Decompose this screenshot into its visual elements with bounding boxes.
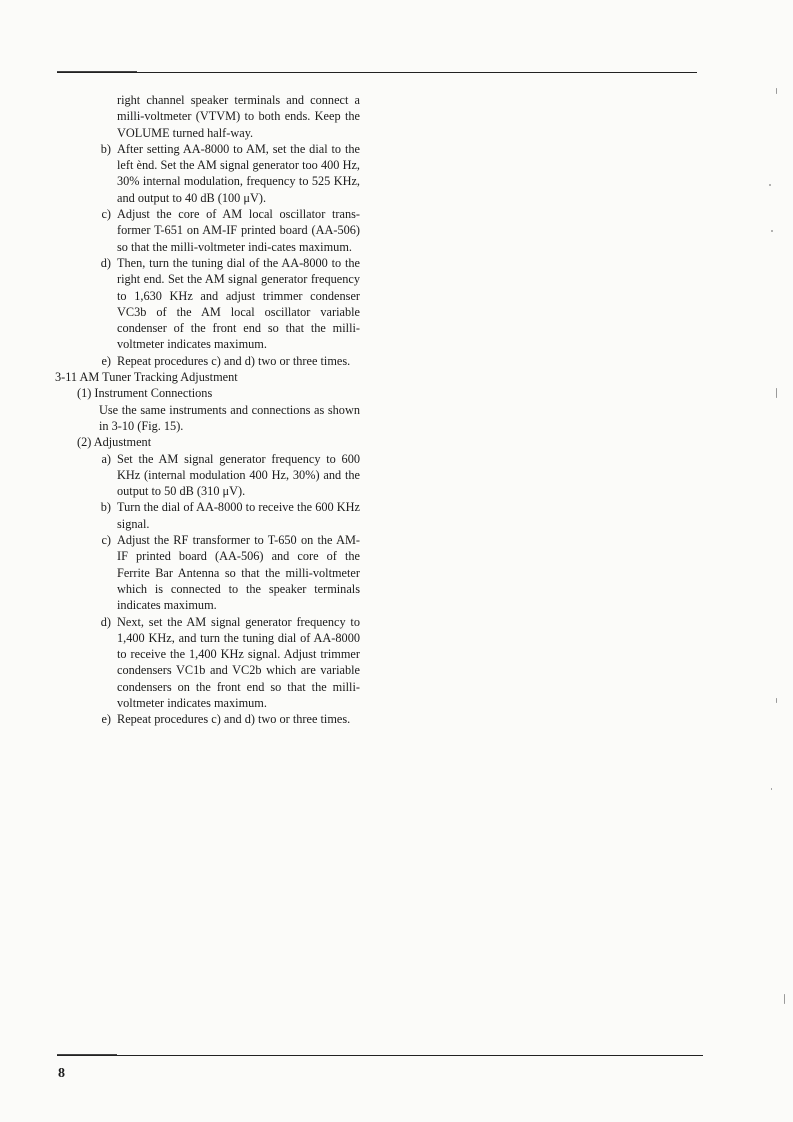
list-item [95,532,360,613]
list-item-text: Next, set the AM signal generator frequency to 1,400 KHz, and turn the tuning dial of AA-8000 to receive the 1,400 KHz signal. Adjust trimmer condensers VC1b and VC2b which are variable condensers on the front end so that the milli-voltmeter indicates maximum. [117,614,360,710]
list-item [95,711,360,727]
list-item-text: Repeat procedures c) and d) two or three times. [117,353,351,368]
list-item-label: a) [101,451,111,466]
list-item-label: d) [100,614,111,629]
bottom-rule [57,1055,703,1056]
list-item [95,141,360,206]
list-item [95,206,360,255]
first-list [95,141,360,369]
list-item-label: c) [101,533,111,548]
list-item-text: Repeat procedures c) and d) two or three times. [117,712,351,727]
list-item-label: e) [101,712,111,727]
scan-mark [771,788,772,790]
list-item-text: Then, turn the tuning dial of the AA-8000 to the right end. Set the AM signal generator frequency to 1,630 KHz and adjust trimmer condenser VC3b of the AM local oscillator variable condenser of the front end so that the milli-voltmeter indicates maximum. [117,255,360,352]
list-item [95,353,360,369]
scan-mark [776,388,777,398]
page-number: 8 [58,1066,65,1081]
list-item [95,451,360,500]
top-rule-tick [57,71,137,74]
scan-mark [776,698,777,703]
section-title: 3-11 AM Tuner Tracking Adjustment [55,370,238,385]
list-item-label: d) [100,255,111,270]
list-item [95,255,360,353]
scan-mark [784,994,785,1004]
adjustment-heading: (2) Adjustment [77,435,152,450]
scan-mark [771,230,773,232]
adjustment-list [95,451,360,728]
list-item-label: b) [100,141,111,156]
text-column [55,92,360,728]
list-item-text: Adjust the core of AM local oscillator trans-former T-651 on AM-IF printed board (AA-506) so that the milli-voltmeter indi-cates maximum. [117,207,360,254]
list-item-label: e) [101,353,111,368]
scan-mark [776,88,777,94]
list-item-text: Turn the dial of AA-8000 to receive the 600 KHz signal. [117,500,360,531]
bottom-rule-tick [57,1054,117,1057]
list-item [95,614,360,712]
top-rule [57,72,697,73]
list-item-label: c) [101,207,111,222]
list-item-label: b) [100,500,111,515]
list-item-text: After setting AA-8000 to AM, set the dial to the left ènd. Set the AM signal generator too 400 Hz, 30% internal modulation, frequency to 525 KHz, and output to 40 dB (100 μV). [117,141,360,205]
list-item-text: Set the AM signal generator frequency to 600 KHz (internal modulation 400 Hz, 30%) and the output to 50 dB (310 μV). [117,451,360,499]
scan-mark [769,184,771,186]
list-item-text: Adjust the RF transformer to T-650 on the AM-IF printed board (AA-506) and core of the Ferrite Bar Antenna so that the milli-voltmeter which is connected to the speaker terminals indicates maximum. [117,533,360,613]
instrument-text: Use the same instruments and connections as shown in 3-10 (Fig. 15). [99,402,360,433]
list-item [95,499,360,532]
instrument-heading: (1) Instrument Connections [77,386,213,401]
continuation-paragraph: right channel speaker terminals and connect a milli-voltmeter (VTVM) to both ends. Keep the VOLUME turned half-way. [117,93,360,140]
